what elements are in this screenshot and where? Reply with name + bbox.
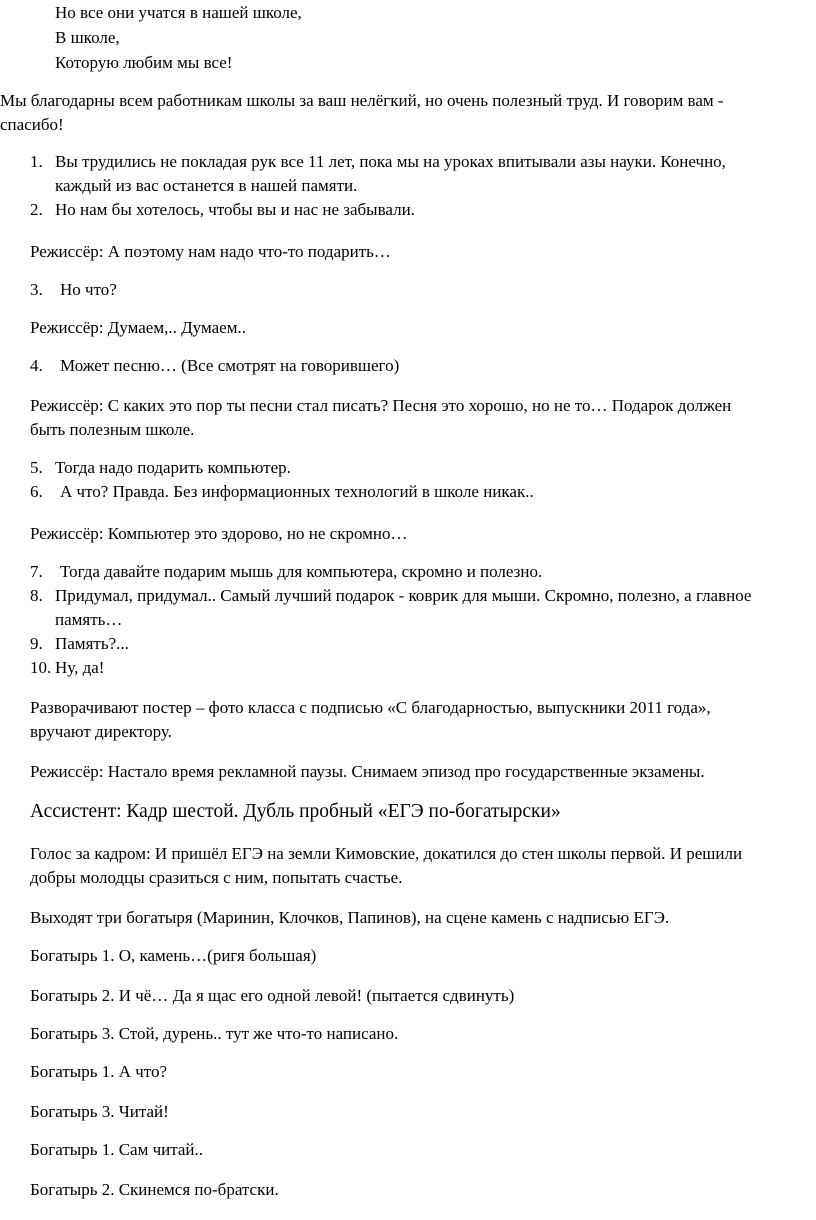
list-number: 2. <box>30 200 43 219</box>
stage-direction-line: Выходят три богатыря (Маринин, Клочков, Папинов), на сцене камень с надписью ЕГЭ. <box>30 908 670 927</box>
director-line: Режиссёр: А поэтому нам надо что-то подарить… <box>30 242 391 261</box>
director-line: Режиссёр: Компьютер это здорово, но не скромно… <box>30 524 408 543</box>
list-item-text: Но что? <box>60 280 117 299</box>
list-number: 1. <box>30 152 43 171</box>
voiceover-line: Голос за кадром: И пришёл ЕГЭ на земли Кимовские, докатился до стен школы первой. И решили <box>30 844 743 863</box>
list-item-text: Тогда надо подарить компьютер. <box>55 458 291 477</box>
list-number: 5. <box>30 458 43 477</box>
dialogue-line: Богатырь 1. Сам читай.. <box>30 1140 204 1159</box>
list-number: 3. <box>30 280 43 299</box>
director-line: быть полезным школе. <box>30 420 195 439</box>
poem-line: В школе, <box>55 28 120 47</box>
dialogue-line: Богатырь 1. А что? <box>30 1062 168 1081</box>
poem-line: Которую любим мы все! <box>55 53 233 72</box>
list-number: 7. <box>30 562 43 581</box>
list-item-text: Память?... <box>55 634 129 653</box>
list-item-text: Придумал, придумал.. Самый лучший подарок - коврик для мыши. Скромно, полезно, а главное <box>55 586 752 605</box>
list-number: 6. <box>30 482 43 501</box>
dialogue-line: Богатырь 3. Читай! <box>30 1102 169 1121</box>
list-number: 10. <box>30 658 52 677</box>
list-item-text: Может песню… (Все смотрят на говорившего) <box>60 356 400 375</box>
voiceover-line: добры молодцы сразиться с ним, попытать счастье. <box>30 868 403 887</box>
paragraph-line: спасибо! <box>0 115 64 134</box>
paragraph-line: Мы благодарны всем работникам школы за ваш нелёгкий, но очень полезный труд. И говорим вам - <box>0 91 724 110</box>
dialogue-line: Богатырь 2. И чё… Да я щас его одной левой! (пытается сдвинуть) <box>30 986 515 1005</box>
list-item-text: Ну, да! <box>55 658 105 677</box>
list-number: 9. <box>30 634 43 653</box>
stage-direction-line: Разворачивают постер – фото класса с подписью «С благодарностью, выпускники 2011 года», <box>30 698 711 717</box>
list-item-text: Тогда давайте подарим мышь для компьютера, скромно и полезно. <box>60 562 543 581</box>
scene-heading: Ассистент: Кадр шестой. Дубль пробный «ЕГЭ по-богатырски» <box>30 801 561 822</box>
dialogue-line: Богатырь 2. Скинемся по-братски. <box>30 1180 279 1199</box>
director-line: Режиссёр: С каких это пор ты песни стал писать? Песня это хорошо, но не то… Подарок должен <box>30 396 732 415</box>
stage-direction-line: вручают директору. <box>30 722 172 741</box>
list-item-text: Вы трудились не покладая рук все 11 лет, пока мы на уроках впитывали азы науки. Конечно, <box>55 152 726 171</box>
dialogue-line: Богатырь 3. Стой, дурень.. тут же что-то написано. <box>30 1024 399 1043</box>
list-number: 4. <box>30 356 43 375</box>
director-line: Режиссёр: Думаем,.. Думаем.. <box>30 318 246 337</box>
director-line: Режиссёр: Настало время рекламной паузы. Снимаем эпизод про государственные экзамены. <box>30 762 705 781</box>
dialogue-line: Богатырь 1. О, камень…(ригя большая) <box>30 946 317 965</box>
list-item-text: память… <box>55 610 123 629</box>
list-number: 8. <box>30 586 43 605</box>
list-item-text: Но нам бы хотелось, чтобы вы и нас не забывали. <box>55 200 415 219</box>
list-item-text: А что? Правда. Без информационных технологий в школе никак.. <box>60 482 534 501</box>
poem-line: Но все они учатся в нашей школе, <box>55 3 302 22</box>
list-item-text: каждый из вас останется в нашей памяти. <box>55 176 358 195</box>
